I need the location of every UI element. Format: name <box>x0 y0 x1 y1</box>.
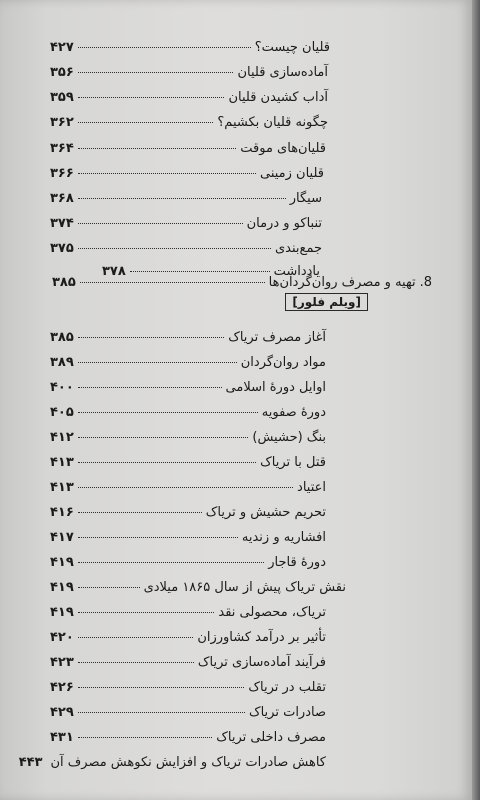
toc-entry <box>50 40 330 55</box>
dot-leader <box>78 198 286 199</box>
toc-entry <box>50 555 326 570</box>
toc-entry <box>50 405 326 420</box>
dot-leader <box>78 412 258 413</box>
toc-entry-title: آماده‌سازی قلیان <box>237 65 328 80</box>
chapter-heading <box>52 275 432 290</box>
toc-entry-title: سیگار <box>289 191 322 206</box>
toc-entry-page: ۳۵۶ <box>50 65 74 80</box>
dot-leader <box>78 737 212 738</box>
dot-leader <box>78 512 202 513</box>
toc-entry-page: ۴۱۷ <box>50 530 74 545</box>
toc-entry-page: ۳۷۵ <box>50 241 74 256</box>
toc-entry <box>50 355 326 370</box>
toc-entry-page: ۴۱۳ <box>50 480 74 495</box>
toc-entry-page: ۴۲۷ <box>50 40 74 55</box>
toc-entry-page: ۴۲۹ <box>50 705 74 720</box>
dot-leader <box>78 148 236 149</box>
dot-leader <box>78 537 238 538</box>
toc-entry-title: دورهٔ قاجار <box>268 555 326 570</box>
toc-entry-title: آداب کشیدن قلیان <box>228 90 328 105</box>
toc-entry-title: تأثیر بر درآمد کشاورزان <box>197 630 326 645</box>
toc-entry-title: قلیان چیست؟ <box>254 40 330 55</box>
toc-entry-page: ۴۰۵ <box>50 405 74 420</box>
toc-entry-page: ۴۳۱ <box>50 730 74 745</box>
toc-entry-title: آغاز مصرف تریاک <box>228 330 326 345</box>
dot-leader <box>78 437 249 438</box>
toc-entry-page: ۳۶۸ <box>50 191 74 206</box>
toc-entry <box>50 605 326 620</box>
toc-entry <box>50 191 322 206</box>
toc-entry <box>50 65 328 80</box>
toc-entry-title: کاهش صادرات تریاک و افزایش نکوهش مصرف آن <box>50 755 326 770</box>
toc-entry <box>50 241 322 256</box>
dot-leader <box>78 97 225 98</box>
toc-entry-page: ۴۱۶ <box>50 505 74 520</box>
toc-entry-title: قلیان‌های موقت <box>240 141 326 156</box>
toc-entry-title: چگونه قلیان بکشیم؟ <box>217 115 328 130</box>
toc-entry <box>50 655 326 670</box>
toc-entry-page: ۳۶۴ <box>50 141 74 156</box>
toc-entry-page: ۴۱۹ <box>50 605 74 620</box>
toc-entry <box>50 705 326 720</box>
toc-entry <box>50 141 326 156</box>
toc-entry-page: ۳۷۴ <box>50 216 74 231</box>
dot-leader <box>78 587 140 588</box>
dot-leader <box>78 612 215 613</box>
toc-entry-page: ۳۶۲ <box>50 115 74 130</box>
toc-entry-title: بنگ (حشیش) <box>252 430 326 445</box>
toc-entry <box>50 90 328 105</box>
dot-leader <box>78 223 243 224</box>
dot-leader <box>130 271 270 272</box>
toc-entry <box>50 730 326 745</box>
chapter-number: 8. <box>419 275 432 290</box>
dot-leader <box>78 712 245 713</box>
toc-entry <box>50 166 324 181</box>
dot-leader <box>78 362 237 363</box>
dot-leader <box>78 47 251 48</box>
toc-entry <box>50 680 326 695</box>
toc-entry <box>50 430 326 445</box>
toc-entry-title: قلیان زمینی <box>259 166 324 181</box>
toc-entry-page: ۳۶۶ <box>50 166 74 181</box>
dot-leader <box>78 687 245 688</box>
chapter-author: [ویلم فلور] <box>285 293 368 311</box>
toc-entry-title: صادرات تریاک <box>248 705 326 720</box>
toc-entry-page: ۳۸۵ <box>50 330 74 345</box>
toc-entry <box>50 505 326 520</box>
dot-leader <box>78 72 234 73</box>
toc-entry-title: تقلب در تریاک <box>248 680 326 695</box>
toc-entry-title: اعتیاد <box>297 480 326 495</box>
toc-entry-title: مواد روان‌گردان <box>240 355 326 370</box>
toc-entry-title: مصرف داخلی تریاک <box>216 730 326 745</box>
toc-entry-page: ۳۵۹ <box>50 90 74 105</box>
toc-entry-title: قتل با تریاک <box>260 455 326 470</box>
toc-entry <box>50 455 326 470</box>
toc-entry <box>50 580 346 595</box>
toc-entry-title: افشاریه و زندیه <box>241 530 326 545</box>
dot-leader <box>78 662 194 663</box>
toc-entry <box>50 115 328 130</box>
dot-leader <box>78 462 256 463</box>
toc-entry-page: ۴۰۰ <box>50 380 74 395</box>
toc-entry-title: تریاک، محصولی نقد <box>218 605 326 620</box>
toc-entry-page: ۴۱۳ <box>50 455 74 470</box>
dot-leader <box>78 562 264 563</box>
dot-leader <box>78 173 256 174</box>
toc-entry-page: ۴۱۲ <box>50 430 74 445</box>
toc-entry-page: ۳۷۸ <box>102 264 126 279</box>
toc-entry-title: تنباکو و درمان <box>246 216 322 231</box>
toc-entry-page: ۴۱۹ <box>50 555 74 570</box>
chapter-title: تهیه و مصرف روان‌گردان‌ها <box>268 275 416 290</box>
dot-leader <box>78 122 214 123</box>
dot-leader <box>78 487 293 488</box>
dot-leader <box>78 337 224 338</box>
dot-leader <box>78 637 194 638</box>
toc-entry <box>18 755 326 770</box>
toc-entry-page: ۴۴۳ <box>18 755 43 770</box>
toc-entry-title: یادداشت <box>273 264 320 279</box>
toc-entry-title: نقش تریاک پیش از سال ۱۸۶۵ میلادی <box>143 580 346 595</box>
toc-entry <box>50 216 322 231</box>
dot-leader <box>80 282 265 283</box>
dot-leader <box>78 387 222 388</box>
toc-entry-page: ۴۲۶ <box>50 680 74 695</box>
toc-entry-page: ۴۲۰ <box>50 630 74 645</box>
toc-entry-page: ۴۲۳ <box>50 655 74 670</box>
toc-entry-title: فرآیند آماده‌سازی تریاک <box>197 655 326 670</box>
toc-entry-page: ۳۸۹ <box>50 355 74 370</box>
chapter-page: ۳۸۵ <box>52 275 76 290</box>
toc-entry <box>50 530 326 545</box>
toc-entry <box>50 330 326 345</box>
dot-leader <box>78 248 271 249</box>
toc-entry-title: اوایل دورهٔ اسلامی <box>225 380 326 395</box>
toc-entry <box>50 630 326 645</box>
toc-entry <box>50 480 326 495</box>
toc-entry-title: دورهٔ صفویه <box>261 405 326 420</box>
toc-entry-title: جمع‌بندی <box>274 241 322 256</box>
toc-entry-page: ۴۱۹ <box>50 580 74 595</box>
toc-entry <box>50 380 326 395</box>
toc-entry-title: تحریم حشیش و تریاک <box>205 505 326 520</box>
